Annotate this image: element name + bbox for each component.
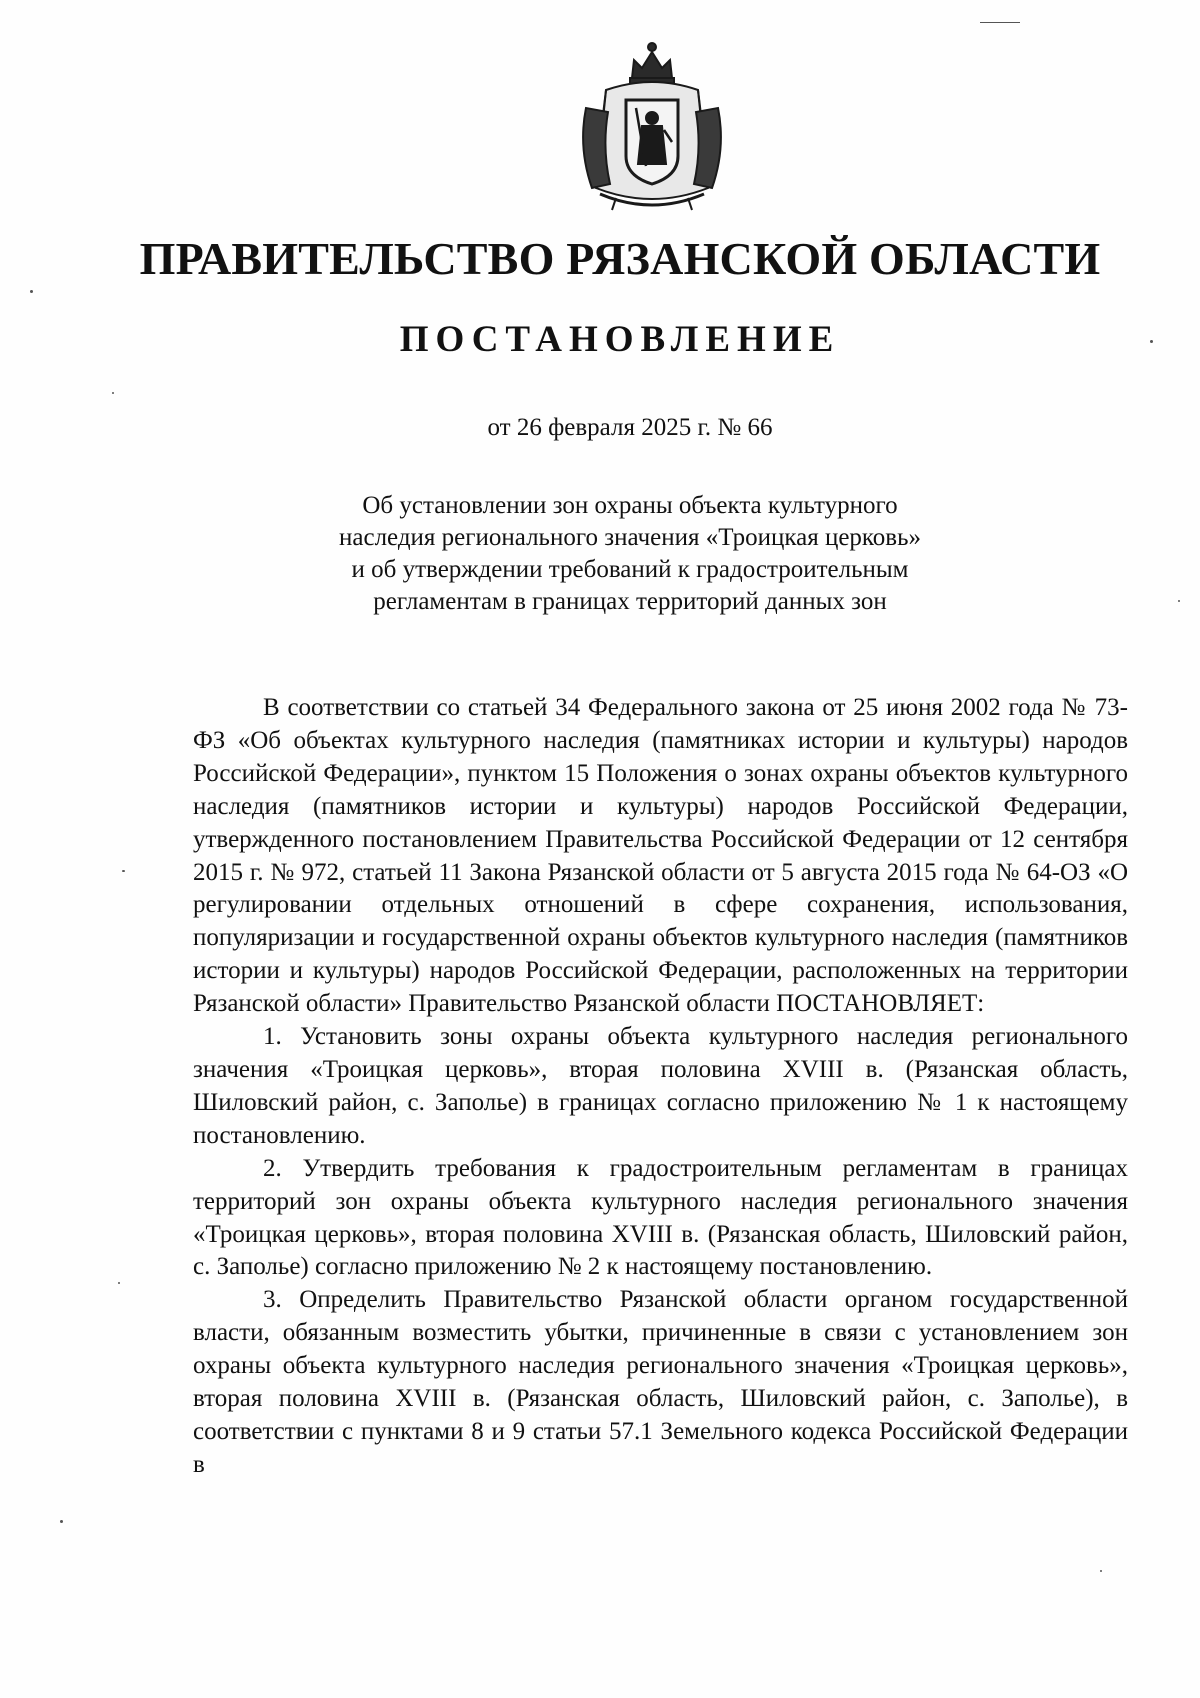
subject-line: наследия регионального значения «Троицкая церковь» — [339, 524, 921, 551]
document-body — [193, 692, 1128, 1482]
clause-paragraph: 3. Определить Правительство Рязанской области органом государственной власти, обязанным возместить убытки, причиненные в связи с установлением зон охраны объекта культурного наследия регионального значения «Троицкая церковь», вторая половина XVIII в. (Рязанская область, Шиловский район, с. Заполье), в соответствии с пунктами 8 и 9 статьи 57.1 Земельного кодекса Российской Федерации в — [193, 1286, 1128, 1478]
clause-paragraph: 1. Установить зоны охраны объекта культурного наследия регионального значения «Троицкая церковь», вторая половина XVIII в. (Рязанская область, Шиловский район, с. Заполье) в границах согласно приложению № 1 к настоящему постановлению. — [193, 1023, 1128, 1149]
document-type-title: ПОСТАНОВЛЕНИЕ — [399, 319, 841, 360]
organization-title: ПРАВИТЕЛЬСТВО РЯЗАНСКОЙ ОБЛАСТИ — [139, 233, 1101, 284]
scan-speck — [1150, 340, 1153, 343]
scan-speck — [122, 870, 125, 872]
document-subject — [280, 490, 980, 618]
scan-speck — [118, 1282, 120, 1284]
subject-line: и об утверждении требований к градостроительным — [351, 556, 909, 583]
subject-line: регламентам в границах территорий данных зон — [373, 588, 887, 615]
scan-speck — [980, 22, 1020, 23]
scan-speck — [30, 290, 33, 293]
document-date-number: от 26 февраля 2025 г. № 66 — [487, 414, 773, 441]
scan-speck — [60, 1520, 63, 1523]
scan-speck — [112, 392, 114, 394]
scan-speck — [1178, 600, 1180, 602]
coat-of-arms-icon — [576, 38, 728, 216]
preamble-paragraph: В соответствии со статьей 34 Федерального закона от 25 июня 2002 года № 73-ФЗ «Об объектах культурного наследия (памятниках истории и культуры) народов Российской Федерации», пунктом 15 Положения о зонах охраны объектов культурного наследия (памятников истории и культуры) народов Российской Федерации, утвержденного постановлением Правительства Российской Федерации от 12 сентября 2015 г. № 972, статьей 11 Закона Рязанской области от 5 августа 2015 года № 64-ОЗ «О регулировании отдельных отношений в сфере сохранения, использования, популяризации и государственной охраны объектов культурного наследия (памятников истории и культуры) народов Российской Федерации, расположенных на территории Рязанской области» Правительство Рязанской области ПОСТАНОВЛЯЕТ: — [193, 694, 1128, 1018]
scan-speck — [1100, 1570, 1102, 1572]
subject-line: Об установлении зон охраны объекта культурного — [362, 492, 898, 519]
clause-paragraph: 2. Утвердить требования к градостроительным регламентам в границах территорий зон охраны объекта культурного наследия регионального значения «Троицкая церковь», вторая половина XVIII в. (Рязанская область, Шиловский район, с. Заполье) согласно приложению № 2 к настоящему постановлению. — [193, 1154, 1128, 1281]
